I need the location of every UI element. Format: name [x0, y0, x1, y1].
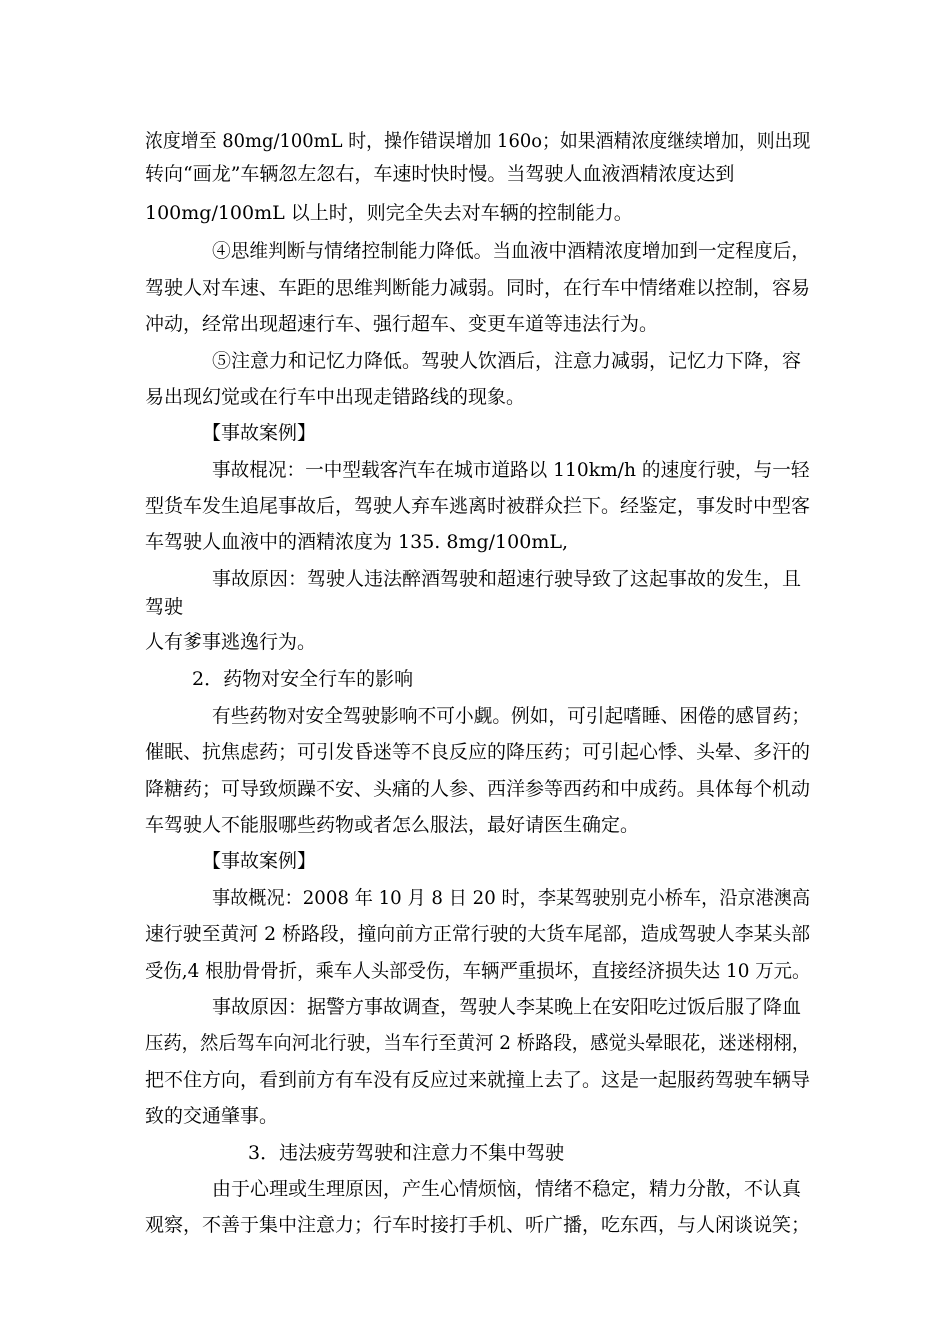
text-line: 由于心理或生理原因，产生心情烦恼，情绪不稳定，精力分散，不认真: [212, 1178, 802, 1200]
text-line: ⑤注意力和记忆力降低。驾驶人饮酒后，注意力减弱，记忆力下降，容: [212, 350, 802, 372]
text-line: 事故原因：驾驶人违法醉酒驾驶和超速行驶导致了这起事故的发生，且: [212, 568, 802, 590]
text-line: ④思维判断与情绪控制能力降低。当血液中酒精浓度增加到一定程度后，: [212, 240, 811, 262]
text-line: 浓度增至 80mg/100mL 时，操作错误增加 160o；如果酒精浓度继续增加，则出现: [145, 130, 811, 152]
text-line: 把不住方向，看到前方有车没有反应过来就撞上去了。这是一起服药驾驶车辆导: [145, 1069, 811, 1091]
text-line: 车驾驶人血液中的酒精浓度为 135. 8mg/100mL,: [145, 531, 568, 553]
text-line: 致的交通肇事。: [145, 1105, 279, 1127]
text-line: 有些药物对安全驾驶影响不可小觑。例如，可引起嗜睡、困倦的感冒药；: [212, 705, 811, 727]
text-line: 人有爹事逃逸行为。: [145, 631, 317, 653]
text-line: 催眠、抗焦虑药；可引发昏迷等不良反应的降压药；可引起心悸、头晕、多汗的: [145, 741, 811, 763]
text-line: 型货车发生追尾事故后，驾驶人弃车逃离时被群众拦下。经鉴定，事发时中型客: [145, 495, 811, 517]
text-line: 转向“画龙”车辆忽左忽右，车速时快时慢。当驾驶人血液酒精浓度达到: [145, 163, 735, 185]
text-line: 观察，不善于集中注意力；行车时接打手机、听广播，吃东西，与人闲谈说笑；: [145, 1214, 811, 1236]
text-line: 事故棍况：一中型载客汽车在城市道路以 110km/h 的速度行驶，与一轻: [212, 459, 810, 481]
text-line: 驾驶人对车速、车距的思维判断能力减弱。同时，在行车中情绪难以控制，容易: [145, 277, 811, 299]
section-heading: 3．违法疲劳驾驶和注意力不集中驾驶: [248, 1142, 565, 1164]
text-line: 车驾驶人不能服哪些药物或者怎么服法，最好请医生确定。: [145, 814, 640, 836]
text-line: 受伤,4 根肋骨骨折，乘车人头部受伤，车辆严重损坏，直接经济损失达 10 万元。: [145, 960, 811, 982]
section-heading: 【事故案例】: [202, 422, 317, 444]
text-line: 降糖药；可导致烦躁不安、头痛的人参、西洋参等西药和中成药。具体每个机动: [145, 778, 811, 800]
text-line: 速行驶至黄河 2 桥路段，撞向前方正常行驶的大货车尾部，造成驾驶人李某头部: [145, 923, 811, 945]
text-line: 驾驶: [145, 596, 184, 618]
section-heading: 2．药物对安全行车的影响: [192, 668, 414, 690]
section-heading: 【事故案例】: [202, 850, 317, 872]
text-line: 易出现幻觉或在行车中出现走错路线的现象。: [145, 386, 526, 408]
text-line: 事故原因：据警方事故调查，驾驶人李某晚上在安阳吃过饭后服了降血: [212, 996, 802, 1018]
text-line: 100mg/100mL 以上时，则完全失去对车辆的控制能力。: [145, 202, 633, 224]
text-line: 事故概况：2008 年 10 月 8 日 20 时，李某驾驶别克小桥车，沿京港澳高: [212, 887, 811, 909]
text-line: 冲动，经常出现超速行车、强行超车、变更车道等违法行为。: [145, 313, 659, 335]
text-line: 压药，然后驾车向河北行驶，当车行至黄河 2 桥路段，感觉头晕眼花，迷迷栩栩，: [145, 1032, 811, 1054]
